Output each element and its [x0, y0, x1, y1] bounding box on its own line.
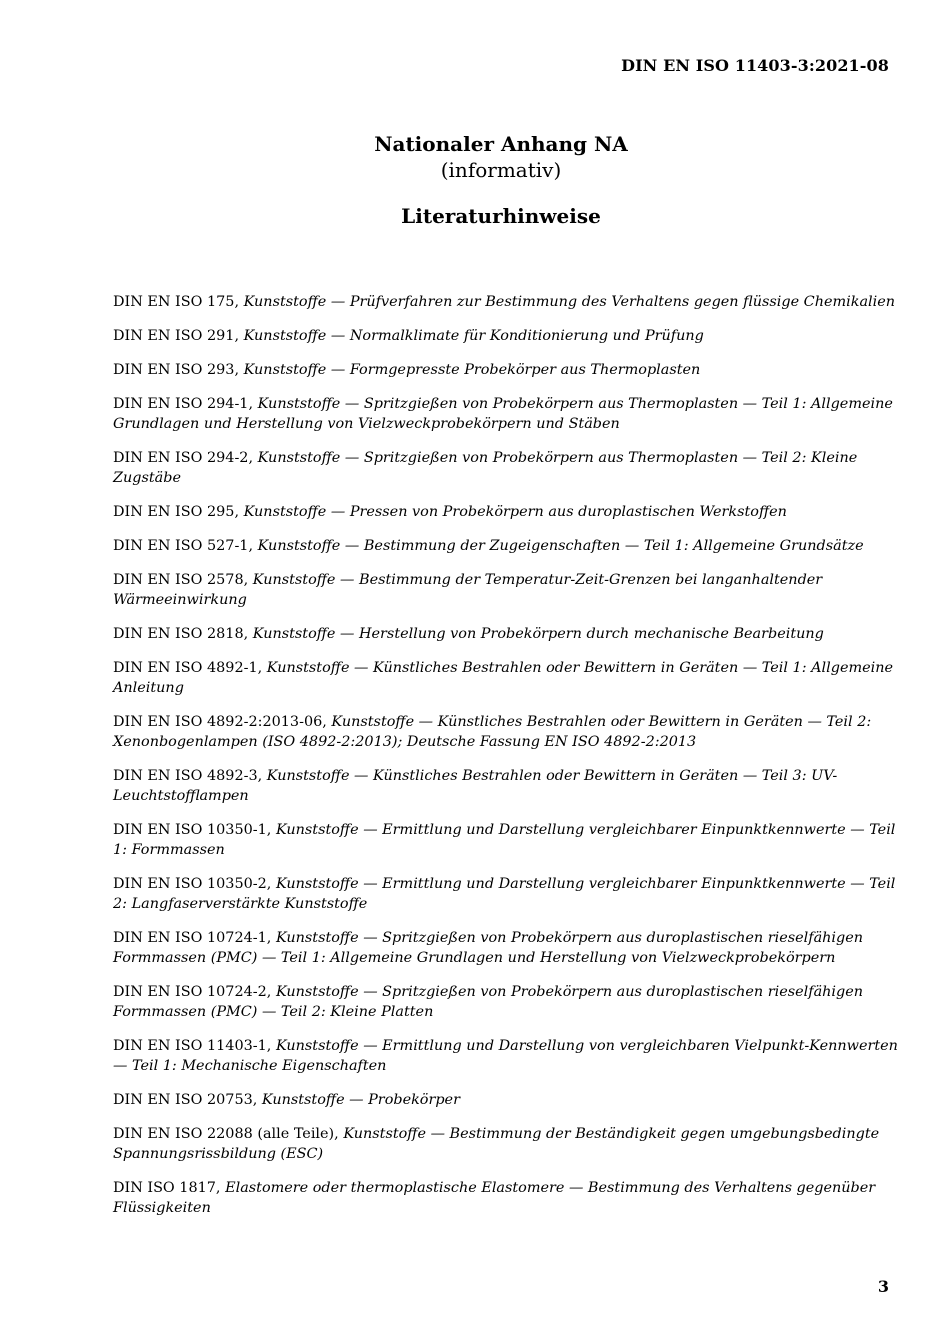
- reference-item: [113, 982, 903, 1022]
- reference-item: [113, 536, 903, 556]
- reference-code: DIN ISO 1817,: [113, 1180, 221, 1196]
- reference-item: [113, 394, 903, 434]
- reference-title: Kunststoffe — Formgepresste Probekörper aus Thermoplasten: [243, 362, 701, 378]
- reference-item: [113, 928, 903, 968]
- reference-code: DIN EN ISO 20753,: [113, 1092, 258, 1108]
- reference-code: DIN EN ISO 10350-2,: [113, 876, 272, 892]
- document-id: DIN EN ISO 11403-3:2021-08: [621, 56, 889, 75]
- reference-code: DIN EN ISO 527-1,: [113, 538, 254, 554]
- reference-title: Kunststoffe — Künstliches Bestrahlen oder Bewittern in Geräten — Teil 1: Allgemeine Anleitung: [113, 660, 894, 696]
- reference-title: Elastomere oder thermoplastische Elastomere — Bestimmung des Verhaltens gegenüber Flüssigkeiten: [113, 1180, 876, 1216]
- reference-code: DIN EN ISO 291,: [113, 328, 240, 344]
- reference-item: [113, 1036, 903, 1076]
- reference-title: Kunststoffe — Ermittlung und Darstellung vergleichbarer Einpunktkennwerte — Teil 2: Langfaserverstärkte Kunststoffe: [113, 876, 896, 912]
- reference-item: [113, 570, 903, 610]
- reference-item: [113, 712, 903, 752]
- reference-item: [113, 766, 903, 806]
- reference-item: [113, 874, 903, 914]
- reference-title: Kunststoffe — Ermittlung und Darstellung von vergleichbaren Vielpunkt-Kennwerten — Teil 1: Mechanische Eigenschaften: [113, 1038, 898, 1074]
- reference-title: Kunststoffe — Künstliches Bestrahlen oder Bewittern in Geräten — Teil 2: Xenonbogenlampen (ISO 4892-2:2013); Deutsche Fassung EN ISO 4892-2:2013: [113, 714, 872, 750]
- reference-item: [113, 326, 903, 346]
- reference-title: Kunststoffe — Künstliches Bestrahlen oder Bewittern in Geräten — Teil 3: UV-Leuchtstofflampen: [113, 768, 838, 804]
- reference-code: DIN EN ISO 294-2,: [113, 450, 254, 466]
- reference-title: Kunststoffe — Spritzgießen von Probekörpern aus duroplastischen rieselfähigen Formmassen (PMC) — Teil 2: Kleine Platten: [113, 984, 864, 1020]
- reference-code: DIN EN ISO 4892-1,: [113, 660, 263, 676]
- reference-code: DIN EN ISO 22088 (alle Teile),: [113, 1126, 339, 1142]
- annex-heading: [0, 131, 950, 229]
- reference-code: DIN EN ISO 11403-1,: [113, 1038, 272, 1054]
- reference-item: [113, 1124, 903, 1164]
- reference-code: DIN EN ISO 4892-3,: [113, 768, 263, 784]
- reference-title: Kunststoffe — Bestimmung der Temperatur-Zeit-Grenzen bei langanhaltender Wärmeeinwirkung: [113, 572, 823, 608]
- reference-code: DIN EN ISO 2818,: [113, 626, 249, 642]
- reference-title: Kunststoffe — Ermittlung und Darstellung vergleichbarer Einpunktkennwerte — Teil 1: Formmassen: [113, 822, 896, 858]
- reference-item: [113, 360, 903, 380]
- reference-item: [113, 658, 903, 698]
- reference-title: Kunststoffe — Pressen von Probekörpern aus duroplastischen Werkstoffen: [243, 504, 787, 520]
- reference-title: Kunststoffe — Prüfverfahren zur Bestimmung des Verhaltens gegen flüssige Chemikalien: [243, 294, 896, 310]
- annex-title: Nationaler Anhang NA: [374, 132, 628, 156]
- reference-code: DIN EN ISO 10724-1,: [113, 930, 272, 946]
- reference-title: Kunststoffe — Bestimmung der Beständigkeit gegen umgebungsbedingte Spannungsrissbildung (ESC): [113, 1126, 880, 1162]
- reference-title: Kunststoffe — Probekörper: [261, 1092, 460, 1108]
- reference-item: [113, 292, 903, 312]
- reference-code: DIN EN ISO 293,: [113, 362, 240, 378]
- annex-subtitle: (informativ): [440, 158, 562, 182]
- reference-item: [113, 448, 903, 488]
- reference-code: DIN EN ISO 4892-2:2013-06,: [113, 714, 327, 730]
- reference-title: Kunststoffe — Spritzgießen von Probekörpern aus duroplastischen rieselfähigen Formmassen (PMC) — Teil 1: Allgemeine Grundlagen und Herstellung von Vielzweckprobekörpern: [113, 930, 864, 966]
- bibliography-title: Literaturhinweise: [401, 204, 601, 228]
- reference-item: [113, 1090, 903, 1110]
- reference-title: Kunststoffe — Normalklimate für Konditionierung und Prüfung: [243, 328, 704, 344]
- reference-item: [113, 624, 903, 644]
- reference-code: DIN EN ISO 10350-1,: [113, 822, 272, 838]
- reference-title: Kunststoffe — Spritzgießen von Probekörpern aus Thermoplasten — Teil 2: Kleine Zugstäbe: [113, 450, 858, 486]
- reference-item: [113, 1178, 903, 1218]
- reference-title: Kunststoffe — Herstellung von Probekörpern durch mechanische Bearbeitung: [252, 626, 824, 642]
- reference-title: Kunststoffe — Bestimmung der Zugeigenschaften — Teil 1: Allgemeine Grundsätze: [257, 538, 864, 554]
- reference-code: DIN EN ISO 2578,: [113, 572, 249, 588]
- reference-code: DIN EN ISO 175,: [113, 294, 240, 310]
- reference-code: DIN EN ISO 294-1,: [113, 396, 254, 412]
- reference-code: DIN EN ISO 295,: [113, 504, 240, 520]
- reference-list: [113, 292, 903, 1232]
- reference-item: [113, 820, 903, 860]
- page-number: 3: [877, 1277, 889, 1296]
- reference-code: DIN EN ISO 10724-2,: [113, 984, 272, 1000]
- reference-item: [113, 502, 903, 522]
- reference-title: Kunststoffe — Spritzgießen von Probekörpern aus Thermoplasten — Teil 1: Allgemeine Grundlagen und Herstellung von Vielzweckprobekörpern und Stäben: [113, 396, 893, 432]
